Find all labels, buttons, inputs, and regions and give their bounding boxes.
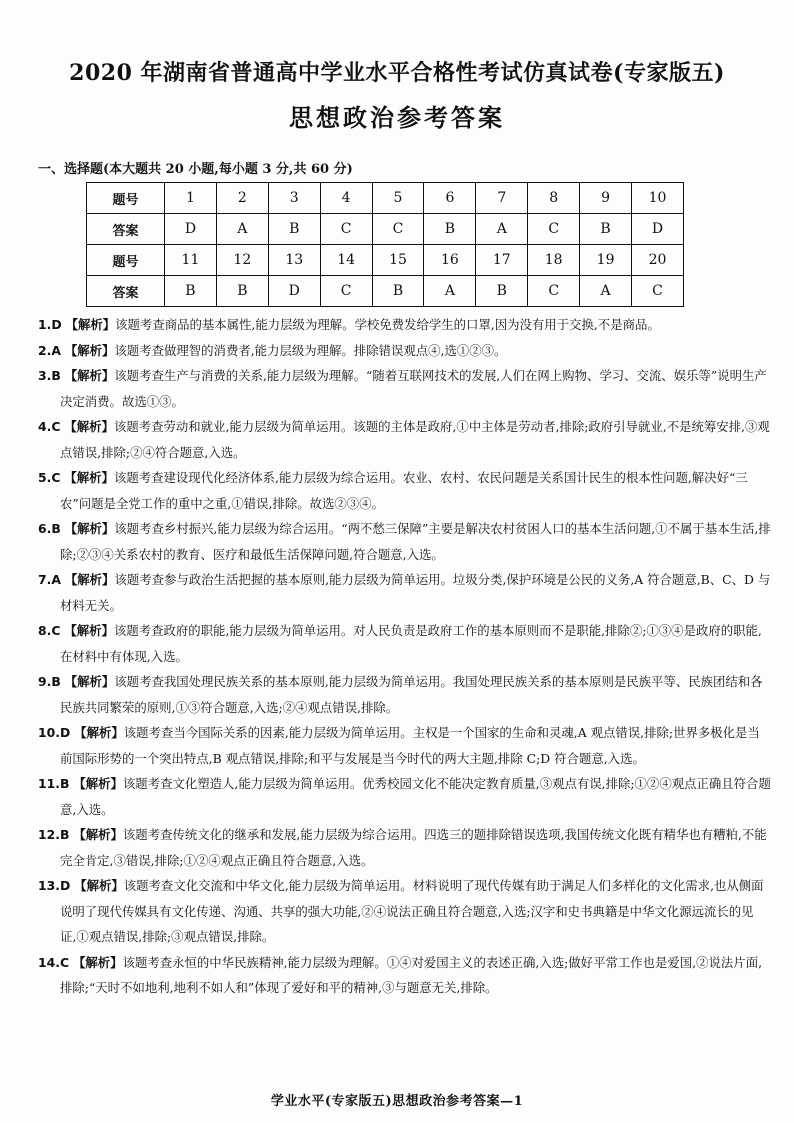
analysis-tag: 【解析】 [64, 674, 115, 689]
item-text: 该题考查政府的职能,能力层级为简单运用。对人民负责是政府工作的基本原则而不是职能,排除②;①③④是政府的职能,在材料中有体现,入选。 [60, 623, 762, 664]
item-text: 该题考查生产与消费的关系,能力层级为理解。“随着互联网技术的发展,人们在网上购物、学习、交流、娱乐等”说明生产决定消费。故选①③。 [60, 368, 767, 409]
item-text: 该题考查文化塑造人,能力层级为简单运用。优秀校园文化不能决定教育质量,③观点有误,排除;①②④观点正确且符合题意,入选。 [60, 776, 771, 817]
answer-cell: C [528, 276, 580, 307]
answer-cell: D [268, 276, 320, 307]
item-answer: 2.A [38, 342, 61, 358]
analysis-tag: 【解析】 [64, 470, 114, 485]
analysis-tag: 【解析】 [64, 342, 115, 358]
answer-cell: C [632, 276, 684, 307]
item-answer: 3.B [38, 368, 61, 383]
question-number-cell: 20 [632, 245, 684, 276]
question-number-cell: 18 [528, 245, 580, 276]
explanation-item [38, 312, 772, 338]
explanation-item [38, 567, 772, 618]
answer-cell: D [165, 214, 217, 245]
analysis-tag: 【解析】 [64, 572, 115, 587]
analysis-tag: 【解析】 [74, 725, 124, 740]
question-number-row-label: 题号 [87, 183, 165, 214]
item-answer: 10.D [38, 725, 71, 740]
item-text: 该题考查参与政治生活把握的基本原则,能力层级为简单运用。垃圾分类,保护环境是公民的义务,A 符合题意,B、C、D 与材料无关。 [60, 572, 771, 613]
question-number-row-label: 题号 [87, 245, 165, 276]
question-number-cell: 8 [528, 183, 580, 214]
analysis-tag: 【解析】 [64, 521, 115, 536]
item-answer: 7.A [38, 572, 61, 587]
answer-cell: B [372, 276, 424, 307]
explanation-list [38, 312, 772, 1001]
analysis-tag: 【解析】 [65, 317, 116, 332]
analysis-tag: 【解析】 [74, 878, 124, 893]
answer-cell: B [476, 276, 528, 307]
document-title: 2020 年湖南省普通高中学业水平合格性考试仿真试卷(专家版五) [69, 60, 725, 86]
page-footer: 学业水平(专家版五)思想政治参考答案—1 [270, 1094, 524, 1109]
question-number-cell: 3 [268, 183, 320, 214]
item-text: 该题考查我国处理民族关系的基本原则,能力层级为简单运用。我国处理民族关系的基本原则是民族平等、民族团结和各民族共同繁荣的原则,①③符合题意,入选;②④观点错误,排除。 [60, 674, 763, 715]
explanation-item [38, 465, 772, 516]
question-number-cell: 14 [320, 245, 372, 276]
explanation-item [38, 822, 772, 873]
explanation-item [38, 771, 772, 822]
table-row [87, 276, 684, 307]
answer-cell: B [580, 214, 632, 245]
item-answer: 8.C [38, 623, 61, 638]
answer-cell: D [632, 214, 684, 245]
item-answer: 1.D [38, 317, 62, 332]
answer-cell: A [580, 276, 632, 307]
analysis-tag: 【解析】 [73, 776, 123, 791]
item-text: 该题考查传统文化的继承和发展,能力层级为综合运用。四选三的题排除错误选项,我国传统文化既有精华也有糟粕,不能完全肯定,③错误,排除;①②④观点正确且符合题意,入选。 [60, 827, 767, 868]
question-number-cell: 12 [216, 245, 268, 276]
question-number-cell: 10 [632, 183, 684, 214]
answer-cell: C [320, 214, 372, 245]
answer-cell: B [268, 214, 320, 245]
question-number-cell: 16 [424, 245, 476, 276]
explanation-item [38, 414, 772, 465]
answer-table [86, 182, 684, 307]
table-row [87, 183, 684, 214]
item-text: 该题考查永恒的中华民族精神,能力层级为理解。①④对爱国主义的表述正确,入选;做好平常工作也是爱国,②说法片面,排除;“天时不如地利,地利不如人和”体现了爱好和平的精神,③与题意无关,排除。 [60, 954, 763, 995]
question-number-cell: 6 [424, 183, 476, 214]
item-text: 该题考查做理智的消费者,能力层级为理解。排除错误观点④,选①②③。 [114, 342, 507, 358]
item-text: 该题考查劳动和就业,能力层级为简单运用。该题的主体是政府,①中主体是劳动者,排除;政府引导就业,不是统筹安排,③观点错误,排除;②④符合题意,入选。 [60, 419, 770, 460]
answer-cell: C [372, 214, 424, 245]
table-row [87, 214, 684, 245]
analysis-tag: 【解析】 [64, 368, 115, 383]
item-text: 该题考查文化交流和中华文化,能力层级为简单运用。材料说明了现代传媒有助于满足人们多样化的文化需求,也从侧面说明了现代传媒具有文化传递、沟通、共享的强大功能,②④说法正确且符合题意,入选;汉字和史书典籍是中华文化源远流长的见证,①观点错误,排除;③观点错误,排除。 [60, 878, 764, 944]
question-number-cell: 11 [165, 245, 217, 276]
item-answer: 12.B [38, 827, 70, 842]
table-row [87, 245, 684, 276]
analysis-tag: 【解析】 [64, 419, 114, 434]
answer-cell: B [424, 214, 476, 245]
question-number-cell: 7 [476, 183, 528, 214]
explanation-item [38, 720, 772, 771]
answer-cell: B [216, 276, 268, 307]
item-text: 该题考查商品的基本属性,能力层级为理解。学校免费发给学生的口罩,因为没有用于交换,不是商品。 [115, 317, 660, 332]
analysis-tag: 【解析】 [64, 623, 114, 638]
answer-row-label: 答案 [87, 276, 165, 307]
item-answer: 6.B [38, 521, 61, 536]
item-answer: 5.C [38, 470, 61, 485]
question-number-cell: 4 [320, 183, 372, 214]
answer-row-label: 答案 [87, 214, 165, 245]
answer-cell: A [424, 276, 476, 307]
explanation-item [38, 669, 772, 720]
item-answer: 14.C [38, 954, 70, 970]
explanation-item [38, 338, 772, 364]
item-text: 该题考查当今国际关系的因素,能力层级为简单运用。主权是一个国家的生命和灵魂,A 观点错误,排除;世界多极化是当前国际形势的一个突出特点,B 观点错误,排除;和平与发展是当今时代的两大主题,排除 C;D 符合题意,入选。 [60, 725, 760, 766]
explanation-item [38, 950, 772, 1001]
section-heading: 一、选择题(本大题共 20 小题,每小题 3 分,共 60 分) [38, 162, 353, 177]
explanation-item [38, 363, 772, 414]
explanation-item [38, 873, 772, 950]
item-answer: 9.B [38, 674, 61, 689]
answer-cell: B [165, 276, 217, 307]
explanation-item [38, 618, 772, 669]
item-text: 该题考查乡村振兴,能力层级为综合运用。“两不愁三保障”主要是解决农村贫困人口的基本生活问题,①不属于基本生活,排除;②③④关系农村的教育、医疗和最低生活保障问题,符合题意,入选。 [60, 521, 771, 562]
question-number-cell: 13 [268, 245, 320, 276]
answer-cell: A [216, 214, 268, 245]
item-text: 该题考查建设现代化经济体系,能力层级为综合运用。农业、农村、农民问题是关系国计民生的根本性问题,解决好“三农”问题是全党工作的重中之重,①错误,排除。故选②③④。 [60, 470, 748, 511]
item-answer: 11.B [38, 776, 70, 791]
answer-cell: C [528, 214, 580, 245]
answer-cell: A [476, 214, 528, 245]
question-number-cell: 15 [372, 245, 424, 276]
document-subtitle: 思想政治参考答案 [289, 103, 505, 132]
item-answer: 13.D [38, 878, 71, 893]
answer-cell: C [320, 276, 372, 307]
item-answer: 4.C [38, 419, 61, 434]
question-number-cell: 2 [216, 183, 268, 214]
question-number-cell: 9 [580, 183, 632, 214]
analysis-tag: 【解析】 [73, 954, 123, 970]
question-number-cell: 1 [165, 183, 217, 214]
question-number-cell: 5 [372, 183, 424, 214]
analysis-tag: 【解析】 [73, 827, 123, 842]
question-number-cell: 17 [476, 245, 528, 276]
explanation-item [38, 516, 772, 567]
question-number-cell: 19 [580, 245, 632, 276]
